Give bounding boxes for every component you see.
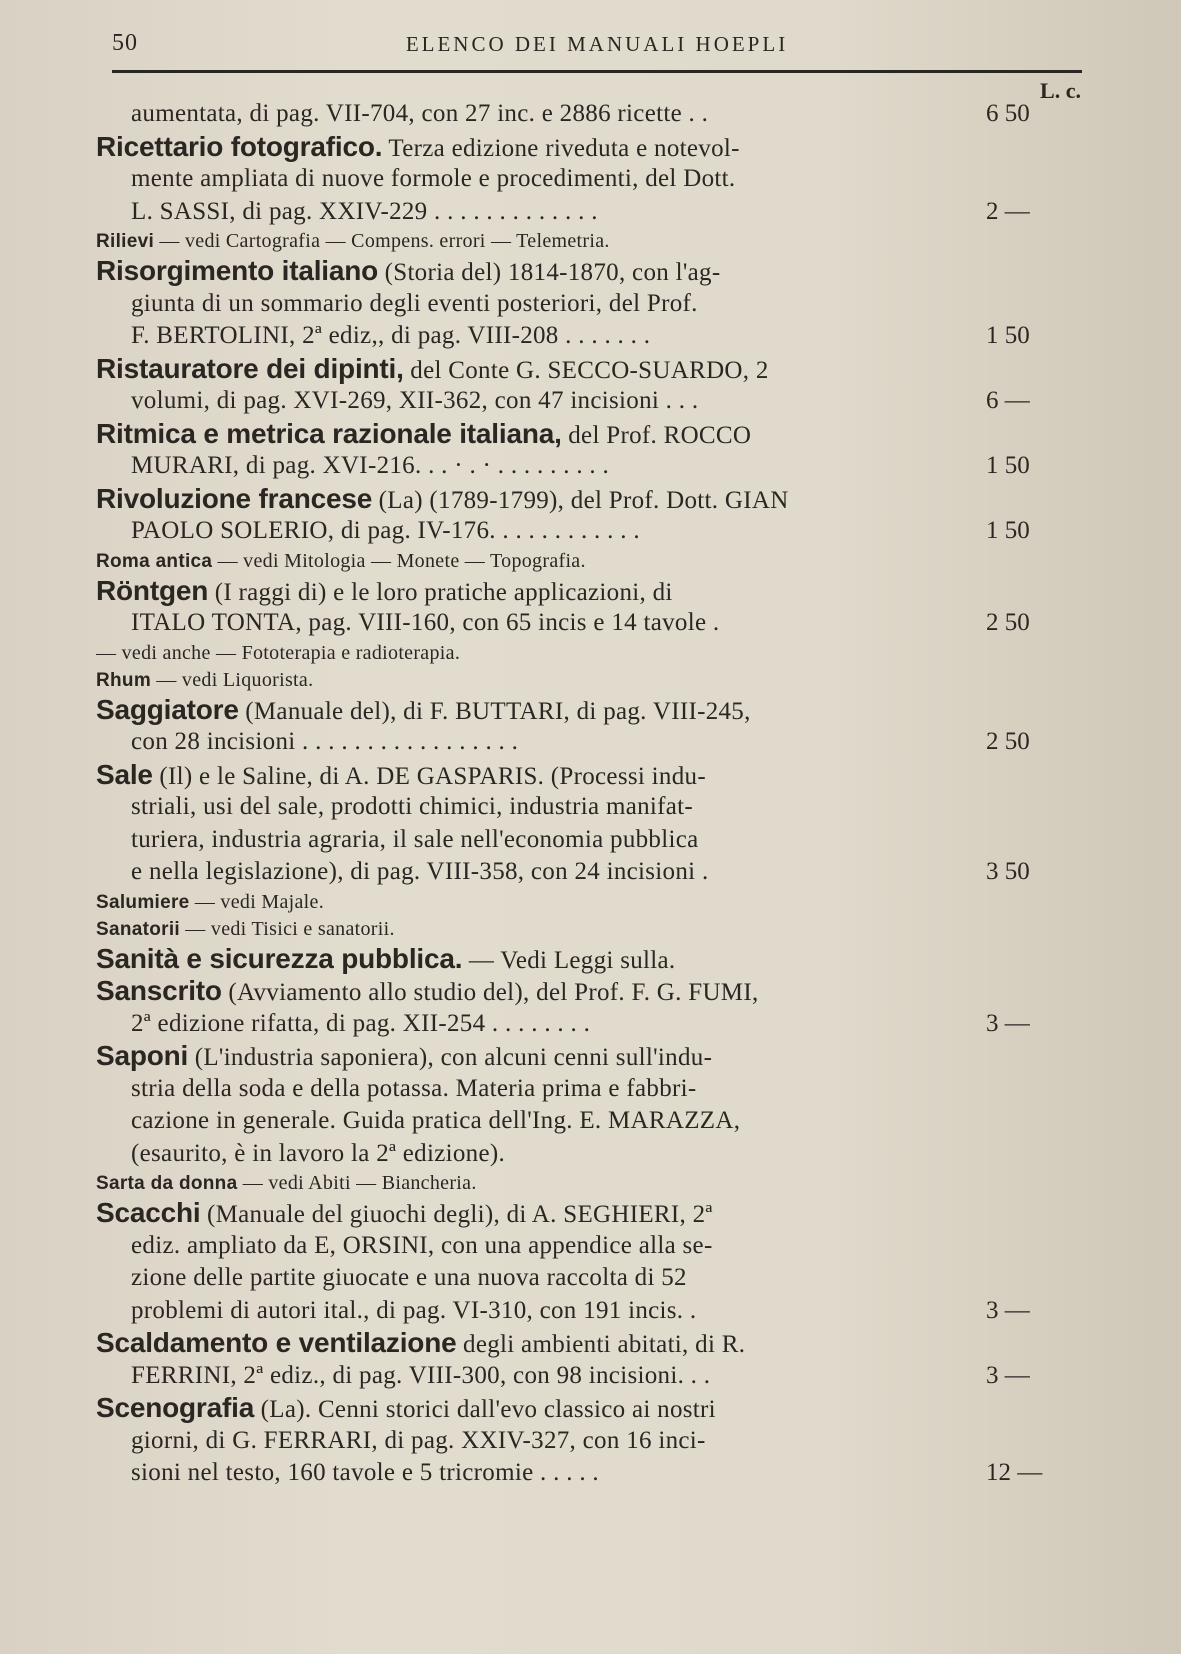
entry-text: problemi di autori ital., di pag. VI-310, con 191 incis. . <box>131 1296 697 1324</box>
entry-text: sioni nel testo, 160 tavole e 5 tricromie . . . . . <box>131 1459 599 1486</box>
entry-line <box>96 163 986 196</box>
page-number: 50 <box>112 30 138 56</box>
entry-heading: Ricettario fotografico. <box>96 130 383 162</box>
header-rule <box>112 70 1082 73</box>
xref-line <box>96 1170 986 1197</box>
xref-line <box>96 228 986 255</box>
entry-text: (L'industria saponiera), con alcuni cenni sull'indu- <box>188 1044 713 1071</box>
entry-line <box>96 483 986 516</box>
catalog-entry <box>96 352 1030 418</box>
xref-line <box>96 889 986 916</box>
entry-text: Terza edizione riveduta e notevol- <box>382 134 740 162</box>
cross-reference <box>96 889 986 916</box>
entry-line <box>96 385 986 418</box>
entry-line <box>96 1262 986 1295</box>
catalog-entry <box>96 1197 1030 1327</box>
xref-line <box>96 667 986 694</box>
entry-line <box>96 759 986 792</box>
xref-text: — vedi Mitologia — Monete — Topografia. <box>212 549 586 572</box>
entry-text: (Manuale del giuochi degli), di A. SEGHIERI, 2ª <box>200 1201 713 1228</box>
entry-line <box>96 515 986 548</box>
catalog-entry <box>96 574 1030 640</box>
entry-text: (Il) e le Saline, di A. DE GASPARIS. (Processi indu- <box>152 762 706 790</box>
xref-text: — vedi Cartografia — Compens. errori — Telemetria. <box>154 230 610 252</box>
running-title: ELENCO DEI MANUALI HOEPLI <box>405 32 789 56</box>
entry-text: FERRINI, 2ª ediz., di pag. VIII-300, con 98 incisioni. . . <box>131 1361 711 1389</box>
entry-heading: Sale <box>96 758 153 790</box>
entry-heading: Saponi <box>96 1040 189 1071</box>
xref-heading: Rhum <box>96 669 152 691</box>
xref-heading: Rilievi <box>96 231 155 252</box>
xref-heading: Sanatorii <box>96 918 180 940</box>
xref-heading: Sarta da donna <box>96 1173 238 1194</box>
entry-text: (La) (1789-1799), del Prof. Dott. GIAN <box>372 486 789 514</box>
entry-text: zione delle partite giuocate e una nuova raccolta di 52 <box>131 1264 687 1291</box>
entry-text: (La). Cenni storici dall'evo classico ai nostri <box>254 1396 716 1423</box>
entry-text: del Conte G. SECCO-SUARDO, 2 <box>403 356 769 384</box>
entry-line <box>96 824 986 857</box>
entry-line <box>96 1425 986 1458</box>
entry-text: (Manuale del), di F. BUTTARI, di pag. VIII-245, <box>238 697 751 725</box>
entry-line <box>96 1327 986 1360</box>
entry-line <box>96 98 986 131</box>
catalog-entry <box>96 975 1030 1040</box>
entry-price: 1 50 <box>986 322 1030 349</box>
entry-line <box>96 791 986 824</box>
entry-heading: Scenografia <box>96 1392 255 1423</box>
entry-text: degli ambienti abitati, di R. <box>456 1331 746 1358</box>
entry-text: (esaurito, è in lavoro la 2ª edizione). <box>131 1139 506 1167</box>
catalog-entry <box>96 255 1030 353</box>
catalog-entry <box>96 693 1030 759</box>
entry-text: turiera, industria agraria, il sale nell'economia pubblica <box>131 825 699 853</box>
entry-line <box>96 418 986 451</box>
xref-heading: Salumiere <box>96 891 190 913</box>
entry-text: (Storia del) 1814-1870, con l'ag- <box>378 259 721 286</box>
cross-reference <box>96 916 986 943</box>
entry-heading: Röntgen <box>96 574 209 606</box>
entry-text: e nella legislazione), di pag. VIII-358, con 24 incisioni . <box>131 858 709 885</box>
entry-line <box>96 1392 986 1425</box>
catalog-entry <box>96 130 1030 229</box>
entry-text: ediz. ampliato da E, ORSINI, con una appendice alla se- <box>131 1231 713 1259</box>
entry-line <box>96 856 986 889</box>
entry-line <box>96 1138 986 1171</box>
catalog-entry <box>96 758 1030 889</box>
cross-reference <box>96 548 986 575</box>
entry-text: giorni, di G. FERRARI, di pag. XXIV-327, con 16 inci- <box>131 1426 706 1454</box>
entry-line <box>96 131 986 164</box>
entry-text: (I raggi di) e le loro pratiche applicazioni, di <box>208 578 673 606</box>
page-header <box>112 30 1082 66</box>
entry-price: 2 50 <box>986 728 1030 755</box>
entry-price: 3 50 <box>986 858 1030 885</box>
entry-heading: Rivoluzione francese <box>96 482 373 514</box>
catalog-entry <box>96 1040 986 1170</box>
cross-reference <box>96 228 986 255</box>
entry-text: (Avviamento allo studio del), del Prof. F. G. FUMI, <box>221 979 759 1006</box>
entry-line <box>96 607 986 640</box>
entry-price: 6 — <box>986 387 1030 414</box>
entry-text: striali, usi del sale, prodotti chimici, industria manifat- <box>131 793 694 820</box>
entry-heading: Sanità e sicurezza pubblica. <box>96 942 463 974</box>
xref-heading: Roma antica <box>96 550 213 572</box>
xref-text: — vedi Abiti — Biancheria. <box>237 1172 477 1194</box>
entry-line <box>96 255 986 288</box>
xref-text: — vedi Tisici e sanatorii. <box>180 917 395 940</box>
catalog-entry <box>96 482 1030 548</box>
entry-text: L. SASSI, di pag. XXIV-229 . . . . . . . . . . . . . <box>131 197 598 225</box>
entry-text: volumi, di pag. XVI-269, XII-362, con 47 incisioni . . . <box>131 387 699 414</box>
catalog-entry <box>96 1327 1030 1392</box>
entry-price: 1 50 <box>986 452 1030 479</box>
entry-heading: Ritmica e metrica razionale italiana, <box>96 417 562 449</box>
entry-heading: Scacchi <box>96 1197 201 1228</box>
entry-line <box>96 1360 986 1393</box>
entry-price: 2 50 <box>986 609 1030 636</box>
entry-heading: Sanscrito <box>96 975 222 1006</box>
entry-line <box>96 1073 986 1106</box>
entry-line <box>96 1008 986 1041</box>
entry-heading: Ristauratore dei dipinti, <box>96 352 404 384</box>
entry-price: 12 — <box>986 1459 1043 1486</box>
entry-heading: Saggiatore <box>96 693 239 725</box>
entry-text: del Prof. ROCCO <box>561 421 752 449</box>
cross-reference <box>96 640 986 667</box>
xref-text: — vedi anche — Fototerapia e radioterapia. <box>96 641 461 664</box>
entry-line <box>96 1457 986 1490</box>
currency-label: L. c. <box>1040 78 1081 103</box>
entry-text: 2ª edizione rifatta, di pag. XII-254 . . . . . . . . <box>131 1009 591 1037</box>
entry-line <box>96 1105 986 1138</box>
xref-line <box>96 548 986 575</box>
catalog-entry <box>96 417 1030 483</box>
entry-line <box>96 1230 986 1263</box>
entry-text: cazione in generale. Guida pratica dell'Ing. E. MARAZZA, <box>131 1107 741 1134</box>
entry-text: con 28 incisioni . . . . . . . . . . . . . . . . . <box>131 728 519 755</box>
entry-text: MURARI, di pag. XVI-216. . . · . · . . . . . . . . . <box>131 452 610 479</box>
entry-line <box>96 1197 986 1230</box>
entry-text: mente ampliata di nuove formole e procedimenti, del Dott. <box>131 165 736 192</box>
entry-heading: Scaldamento e ventilazione <box>96 1327 457 1358</box>
xref-line <box>96 640 986 667</box>
entry-line <box>96 1295 986 1328</box>
xref-text: — vedi Majale. <box>189 890 324 913</box>
catalog-entry <box>96 1392 1043 1490</box>
catalog-entry <box>96 943 986 976</box>
entry-text: aumentata, di pag. VII-704, con 27 inc. e 2886 ricette . . <box>131 100 709 127</box>
entry-line <box>96 196 986 229</box>
entry-text: stria della soda e della potassa. Materia prima e fabbri- <box>131 1074 697 1102</box>
entry-line <box>96 320 986 353</box>
catalog-entries <box>96 98 1086 1490</box>
entry-price: 3 — <box>986 1361 1030 1389</box>
entry-text: F. BERTOLINI, 2ª ediz,, di pag. VIII-208 . . . . . . . <box>131 322 651 349</box>
entry-price: 6 50 <box>986 100 1030 127</box>
xref-text: — vedi Liquorista. <box>151 668 314 691</box>
entry-line <box>96 975 986 1008</box>
entry-price: 3 — <box>986 1296 1030 1324</box>
cross-reference <box>96 667 986 694</box>
entry-text: ITALO TONTA, pag. VIII-160, con 65 incis e 14 tavole . <box>131 609 720 636</box>
entry-line <box>96 726 986 759</box>
entry-price: 1 50 <box>986 517 1030 544</box>
entry-heading: Risorgimento italiano <box>96 255 379 286</box>
entry-line <box>96 288 986 321</box>
entry-line <box>96 1040 986 1073</box>
entry-text: — Vedi Leggi sulla. <box>462 946 676 974</box>
entry-text: giunta di un sommario degli eventi posteriori, del Prof. <box>131 289 698 317</box>
entry-line <box>96 353 986 386</box>
entry-text: PAOLO SOLERIO, di pag. IV-176. . . . . . . . . . . . <box>131 517 640 544</box>
entry-line <box>96 943 986 976</box>
catalog-entry <box>96 98 1030 131</box>
entry-price: 3 — <box>986 1009 1030 1037</box>
entry-line <box>96 575 986 608</box>
cross-reference <box>96 1170 986 1197</box>
entry-line <box>96 450 986 483</box>
xref-line <box>96 916 986 943</box>
entry-price: 2 — <box>986 197 1030 225</box>
entry-line <box>96 694 986 727</box>
